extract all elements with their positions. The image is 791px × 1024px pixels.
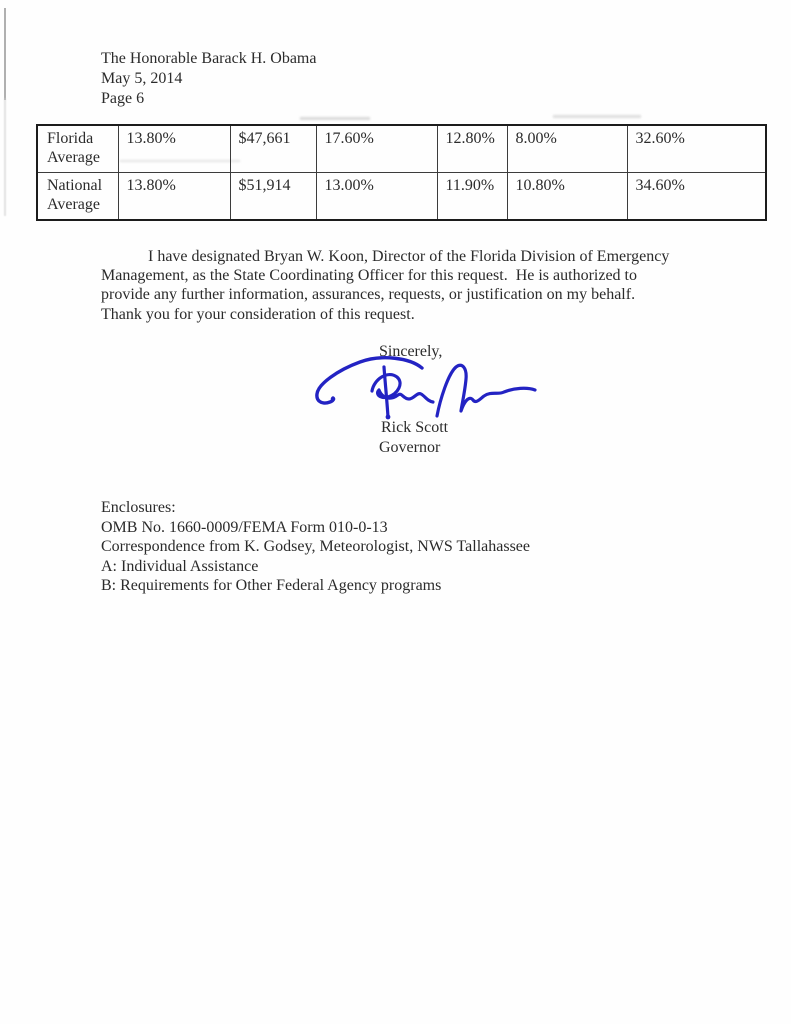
table-row-florida-average [37,125,766,173]
row-label: National Average [37,173,118,221]
signer-name: Rick Scott [381,419,449,436]
enclosure-item: Correspondence from K. Godsey, Meteorologist, NWS Tallahassee [101,538,530,555]
signer-title: Governor [379,439,441,456]
table-cell: 11.90% [437,173,507,221]
closing-salutation: Sincerely, [379,343,443,360]
signature-stroke [317,358,422,403]
table-cell: 32.60% [627,125,766,173]
scan-artifact-dash [553,115,641,118]
statistics-table [36,124,767,221]
table-cell: 10.80% [507,173,627,221]
scan-artifact-edge-line [4,8,6,100]
enclosures-heading: Enclosures: [101,499,176,516]
signature-stroke [437,365,535,416]
table-cell: 12.80% [437,125,507,173]
table-cell: $51,914 [230,173,316,221]
table-cell: 13.00% [316,173,437,221]
letter-body-paragraph [101,247,761,324]
rick-scott-signature [308,355,540,423]
body-line: provide any further information, assurances, requests, or justification on my behalf. [101,286,636,304]
scan-artifact-dash [300,117,370,120]
signature-ink-dot [331,397,336,402]
table-row-national-average [37,173,766,221]
body-line: I have designated Bryan W. Koon, Director of the Florida Division of Emergency [148,248,670,265]
body-line: Management, as the State Coordinating Officer for this request. He is authorized to [101,267,637,285]
signature-stroke [372,375,433,402]
row-label: Florida Average [37,125,118,173]
table-cell: $47,661 [230,125,316,173]
enclosure-item: A: Individual Assistance [101,557,259,575]
table-cell: 13.80% [118,125,230,173]
body-line: Thank you for your consideration of this request. [101,305,415,323]
enclosure-item: B: Requirements for Other Federal Agency programs [101,577,442,594]
table-cell: 34.60% [627,173,766,221]
letter-header [101,49,316,109]
enclosures-block [101,498,530,596]
page-number-line: Page 6 [101,90,145,107]
table-cell: 17.60% [316,125,437,173]
table-cell: 13.80% [118,173,230,221]
enclosure-item: OMB No. 1660-0009/FEMA Form 010-0-13 [101,518,388,536]
recipient-line: The Honorable Barack H. Obama [101,50,317,67]
table-cell: 8.00% [507,125,627,173]
scan-artifact-edge-line-faint [4,98,6,216]
date-line: May 5, 2014 [101,70,183,87]
